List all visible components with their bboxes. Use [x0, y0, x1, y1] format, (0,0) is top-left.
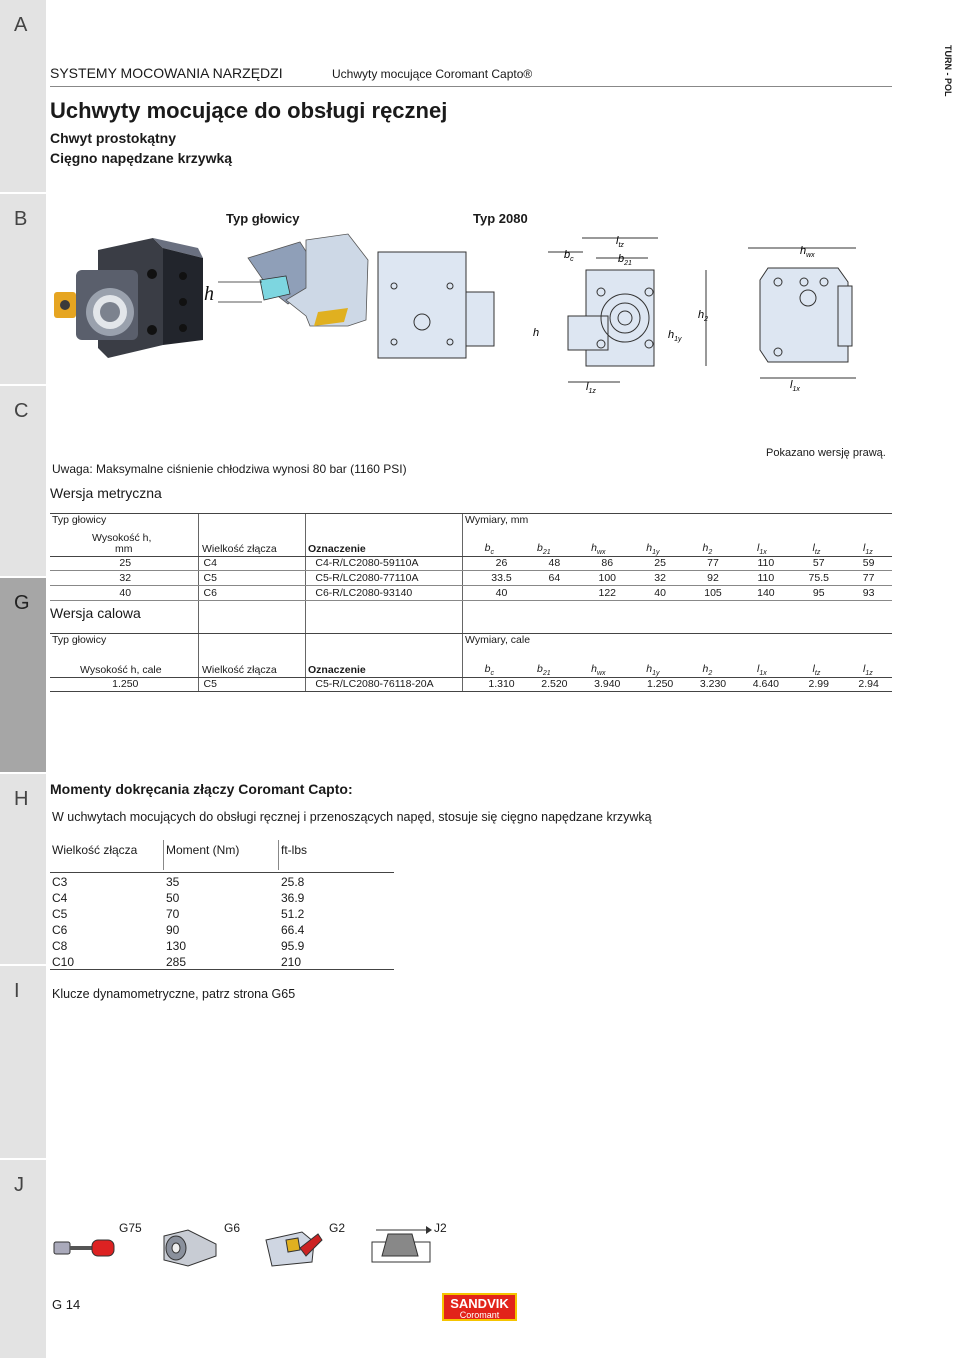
tab-h[interactable]	[0, 774, 46, 964]
dh-bc: $b_c$	[484, 542, 494, 557]
page-number: G 14	[52, 1297, 81, 1312]
dim-bc: $b_c$	[564, 249, 574, 263]
torque-ref: Klucze dynamometryczne, patrz strona G65	[52, 987, 296, 1001]
metric-col-code: Oznaczenie	[308, 543, 366, 555]
side-label: TURN - POL	[943, 45, 953, 97]
table-row: 40 C6 C6-R/LC2080-93140 40 122 40 105 140 95 93	[50, 586, 892, 601]
side-view	[378, 252, 494, 358]
dim-h: h	[533, 327, 540, 339]
ref-j2[interactable]: J2	[434, 1221, 447, 1235]
torque-text: W uchwytach mocujących do obsługi ręcznej i przenoszących napęd, stosuje się cięgno napędzane krzywką	[52, 810, 652, 824]
tab-b-label: B	[14, 208, 28, 230]
torque-col-size: Wielkość złącza	[52, 843, 138, 857]
metric-head-type: Typ głowicy	[52, 514, 107, 526]
tab-g-label: G	[14, 592, 30, 614]
page-title: Uchwyty mocujące do obsługi ręcznej	[50, 98, 448, 123]
inch-dim-headers: $b_c$ $b_{21}$ $h_{wx}$ $h_{1y}$ $h_2$ $l_{1x}$ $l_{tz}$ $l_{1z}$	[484, 663, 873, 678]
tab-h-label: H	[14, 788, 29, 810]
inch-table	[50, 677, 892, 692]
torque-vsep-2	[278, 840, 279, 870]
dh-h2: $h_2$	[702, 542, 713, 557]
table-row: C8 130 95.9	[52, 939, 305, 953]
dim-h2: $h_2$	[698, 309, 709, 323]
inch-dims-heading: Wymiary, cale	[465, 634, 531, 646]
table-row: C10 285 210	[52, 955, 302, 969]
table-row: C5 70 51.2	[52, 907, 305, 921]
table-row: 25 C4 C4-R/LC2080-59110A 26 48 86 25 77 110 57 59	[50, 556, 892, 571]
ref-g2[interactable]: G2	[329, 1221, 346, 1235]
metric-dims-heading: Wymiary, mm	[465, 514, 529, 526]
head-detail	[204, 234, 368, 326]
tab-c[interactable]	[0, 386, 46, 576]
torque-col-moment: Moment (Nm)	[166, 843, 240, 857]
tab-i-label: I	[14, 980, 20, 1002]
dim-b21: $b_{21}$	[618, 253, 632, 267]
torque-table	[52, 874, 304, 970]
dh-ltz: $l_{tz}$	[812, 542, 821, 557]
tab-j[interactable]	[0, 1160, 46, 1358]
holder-insert-icon	[262, 1226, 326, 1270]
torque-vsep-1	[163, 840, 164, 870]
dh-l1x: $l_{1x}$	[757, 542, 767, 557]
shown-version-note: Pokazano wersję prawą.	[766, 447, 886, 459]
torque-col-ftlbs: ft-lbs	[281, 843, 308, 857]
logo-top-text: SANDVIK	[450, 1296, 509, 1311]
front-view	[533, 235, 682, 395]
metric-col-height-unit: mm	[115, 543, 133, 555]
header-divider	[50, 86, 892, 87]
subtitle-2: Cięgno napędzane krzywką	[50, 150, 233, 166]
tab-b[interactable]	[0, 194, 46, 384]
metric-table	[50, 556, 892, 601]
subsection-title: Uchwyty mocujące Coromant Capto®	[332, 67, 533, 81]
tab-a-label: A	[14, 14, 28, 36]
table-row: 1.250 C5 C5-R/LC2080-76118-20A 1.310 2.520 3.940 1.250 3.230 4.640 2.99 2.94	[50, 677, 892, 692]
right-view	[698, 245, 856, 393]
metric-col-height: Wysokość h,	[92, 532, 152, 544]
inch-heading: Wersja calowa	[50, 605, 145, 621]
h-label: h	[204, 283, 214, 305]
torque-heading: Momenty dokręcania złączy Coromant Capto:	[50, 781, 353, 797]
table-row: C3 35 25.8	[52, 875, 305, 889]
inch-col-code: Oznaczenie	[308, 664, 366, 676]
inch-head-type: Typ głowicy	[52, 634, 107, 646]
dh-hwx: $h_{wx}$	[591, 542, 606, 557]
metric-col-size: Wielkość złącza	[202, 543, 277, 555]
dh-b21: $b_{21}$	[536, 542, 551, 557]
figure-label-type: Typ 2080	[473, 211, 528, 226]
torque-wrench-icon	[52, 1228, 116, 1268]
capto-clutch-icon	[158, 1226, 222, 1270]
torque-top-rule	[50, 872, 394, 873]
dim-h1y: $h_{1y}$	[668, 329, 682, 343]
inch-col-height: Wysokość h, cale	[80, 664, 162, 676]
torque-bottom-rule	[50, 969, 394, 970]
table-row: C4 50 36.9	[52, 891, 305, 905]
table-row: 32 C5 C5-R/LC2080-77110A 33.5 64 100 32 92 110 75.5 77	[50, 571, 892, 586]
holder-photo	[54, 238, 203, 358]
dh-l1z: $l_{1z}$	[862, 542, 873, 557]
sandvik-logo	[442, 1293, 517, 1321]
table-row: C6 90 66.4	[52, 923, 305, 937]
inch-col-size: Wielkość złącza	[202, 664, 277, 676]
coolant-note: Uwaga: Maksymalne ciśnienie chłodziwa wynosi 80 bar (1160 PSI)	[52, 462, 407, 476]
tab-i[interactable]	[0, 966, 46, 1158]
ref-g6[interactable]: G6	[224, 1221, 241, 1235]
figure-label-head: Typ głowicy	[226, 211, 300, 226]
tab-c-label: C	[14, 400, 29, 422]
section-title: SYSTEMY MOCOWANIA NARZĘDZI	[50, 65, 283, 81]
ref-g75[interactable]: G75	[119, 1221, 142, 1235]
subtitle-1: Chwyt prostokątny	[50, 130, 177, 146]
tab-a[interactable]	[0, 0, 46, 192]
dim-l1x: $l_{1x}$	[790, 379, 800, 393]
metric-dim-headers	[462, 542, 892, 556]
dim-l1z: $l_{1z}$	[586, 381, 596, 395]
metric-heading: Wersja metryczna	[50, 485, 162, 501]
tab-g[interactable]	[0, 578, 46, 772]
tool-change-icon	[368, 1222, 434, 1270]
dh-h1y: $h_{1y}$	[646, 542, 660, 557]
tab-j-label: J	[14, 1174, 24, 1196]
dim-ltz: $l_{tz}$	[616, 235, 624, 249]
dim-hwx: $h_{wx}$	[800, 245, 815, 259]
section-tabs	[0, 0, 46, 1358]
holder-drawing	[48, 230, 908, 400]
logo-bottom-text: Coromant	[459, 1310, 500, 1320]
